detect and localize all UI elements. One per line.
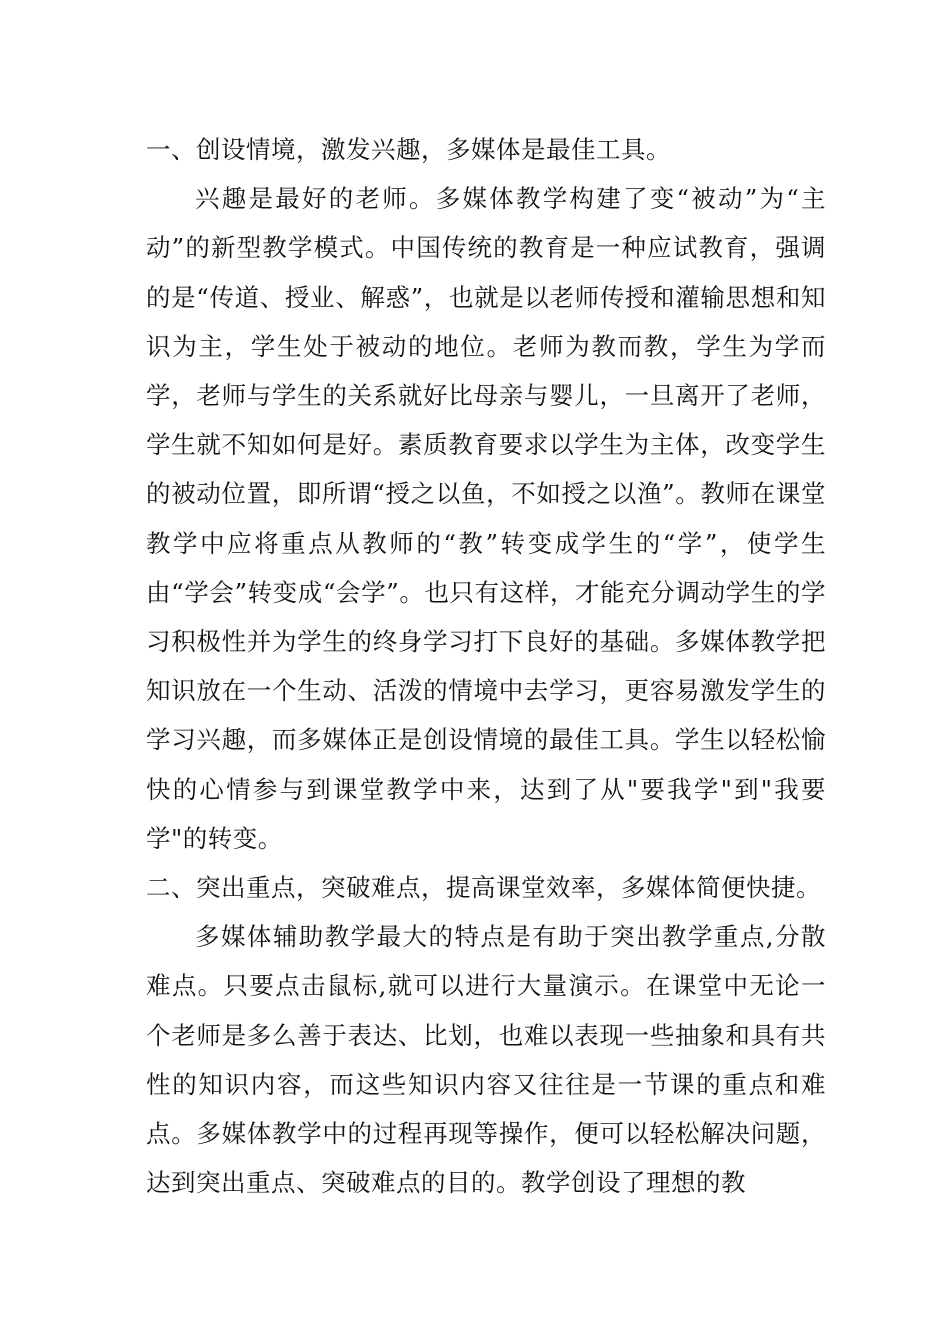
section-paragraph-1: 兴趣是最好的老师。多媒体教学构建了变“被动”为“主动”的新型教学模式。中国传统的教育是一种应试教育，强调的是“传道、授业、解惑”，也就是以老师传授和灌输思想和知识为主，学生处于被动的地位。老师为教而教，学生为学而学，老师与学生的关系就好比母亲与婴儿，一旦离开了老师，学生就不知如何是好。素质教育要求以学生为主体，改变学生的被动位置，即所谓“授之以鱼，不如授之以渔”。教师在课堂教学中应将重点从教师的“教”转变成学生的“学”，使学生由“学会”转变成“会学”。也只有这样，才能充分调动学生的学习积极性并为学生的终身学习打下良好的基础。多媒体教学把知识放在一个生动、活泼的情境中去学习，更容易激发学生的学习兴趣，而多媒体正是创设情境的最佳工具。学生以轻松愉快的心情参与到课堂教学中来，达到了从"要我学"到"我要学"的转变。 [146,184,826,853]
section-paragraph-2: 多媒体辅助教学最大的特点是有助于突出教学重点,分散难点。只要点击鼠标,就可以进行大量演示。在课堂中无论一个老师是多么善于表达、比划，也难以表现一些抽象和具有共性的知识内容，而这些知识内容又往往是一节课的重点和难点。多媒体教学中的过程再现等操作，便可以轻松解决问题，达到突出重点、突破难点的目的。教学创设了理想的教 [146,922,826,1198]
document-body [146,125,826,1207]
section-heading-2: 二、突出重点，突破难点，提高课堂效率，多媒体简便快捷。 [146,873,821,903]
section-heading-1: 一、创设情境，激发兴趣，多媒体是最佳工具。 [146,135,671,164]
